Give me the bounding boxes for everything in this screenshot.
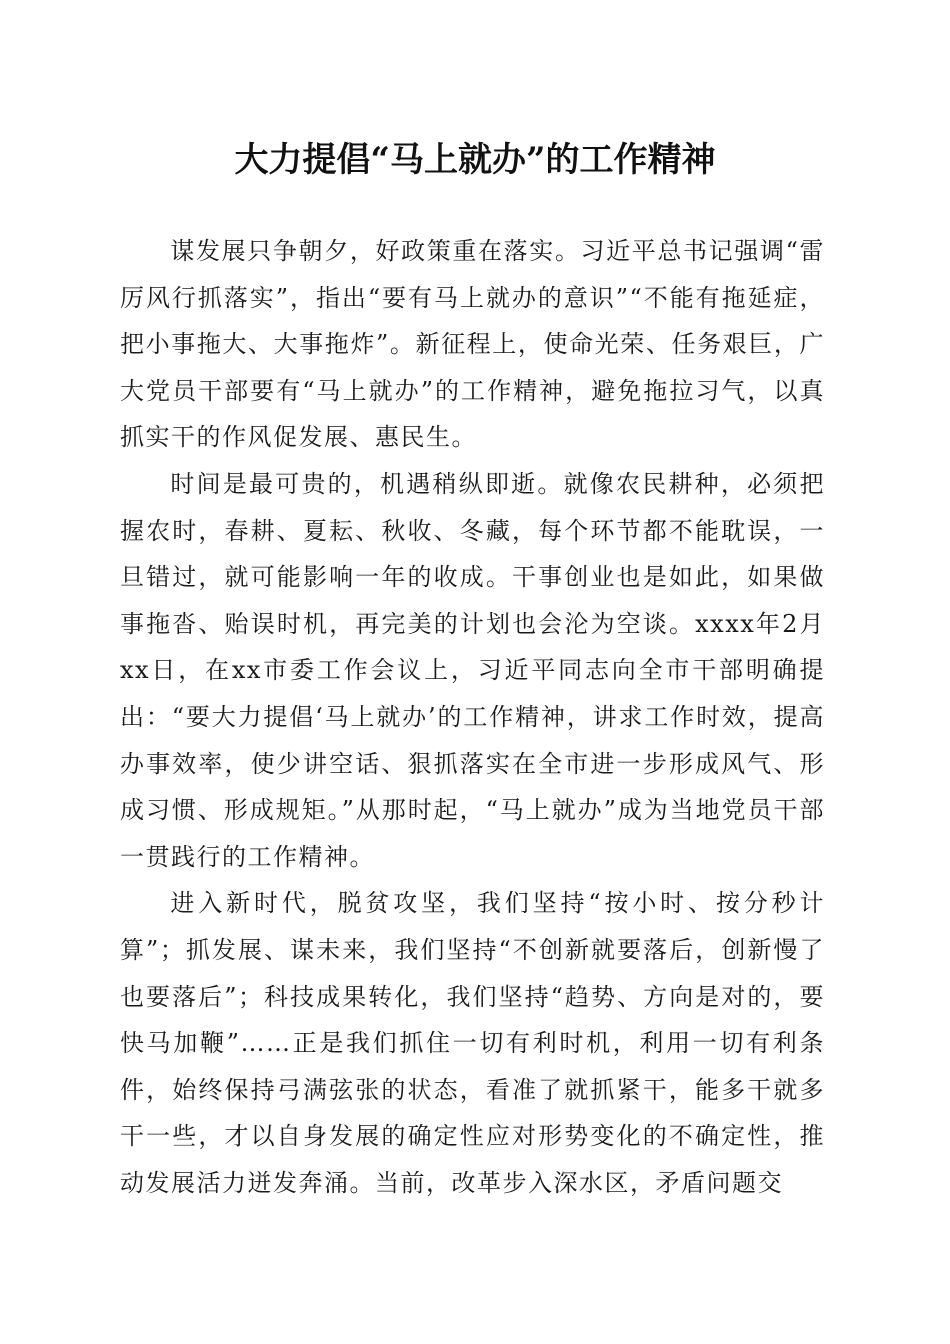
paragraph-3: 进入新时代，脱贫攻坚，我们坚持“按小时、按分秒计算”；抓发展、谋未来，我们坚持“不创新就要落后，创新慢了也要落后”；科技成果转化，我们坚持“趋势、方向是对的，要快马加鞭”……正是我们抓住一切有利时机，利用一切有利条件，始终保持弓满弦张的状态，看准了就抓紧干，能多干就多干一些，才以自身发展的确定性应对形势变化的不确定性，推动发展活力迸发奔涌。当前，改革步入深水区，矛盾问题交: [120, 889, 825, 1197]
paragraph-1: 谋发展只争朝夕，好政策重在落实。习近平总书记强调“雷厉风行抓落实”，指出“要有马上就办的意识”“不能有拖延症，把小事拖大、大事拖炸”。新征程上，使命光荣、任务艰巨，广大党员干部要有“马上就办”的工作精神，避免拖拉习气，以真抓实干的作风促发展、惠民生。: [120, 237, 825, 452]
paragraph-2: 时间是最可贵的，机遇稍纵即逝。就像农民耕种，必须把握农时，春耕、夏耘、秋收、冬藏，每个环节都不能耽误，一旦错过，就可能影响一年的收成。干事创业也是如此，如果做事拖沓、贻误时机，再完美的计划也会沦为空谈。xxxx年2月xx日，在xx市委工作会议上，习近平同志向全市干部明确提出：“要大力提倡‘马上就办’的工作精神，讲求工作时效，提高办事效率，使少讲空话、狠抓落实在全市进一步形成风气、形成习惯、形成规矩。”从那时起，“马上就办”成为当地党员干部一贯践行的工作精神。: [120, 469, 825, 871]
page-title: 大力提倡“马上就办”的工作精神: [234, 140, 716, 180]
document-body: [120, 228, 825, 1206]
